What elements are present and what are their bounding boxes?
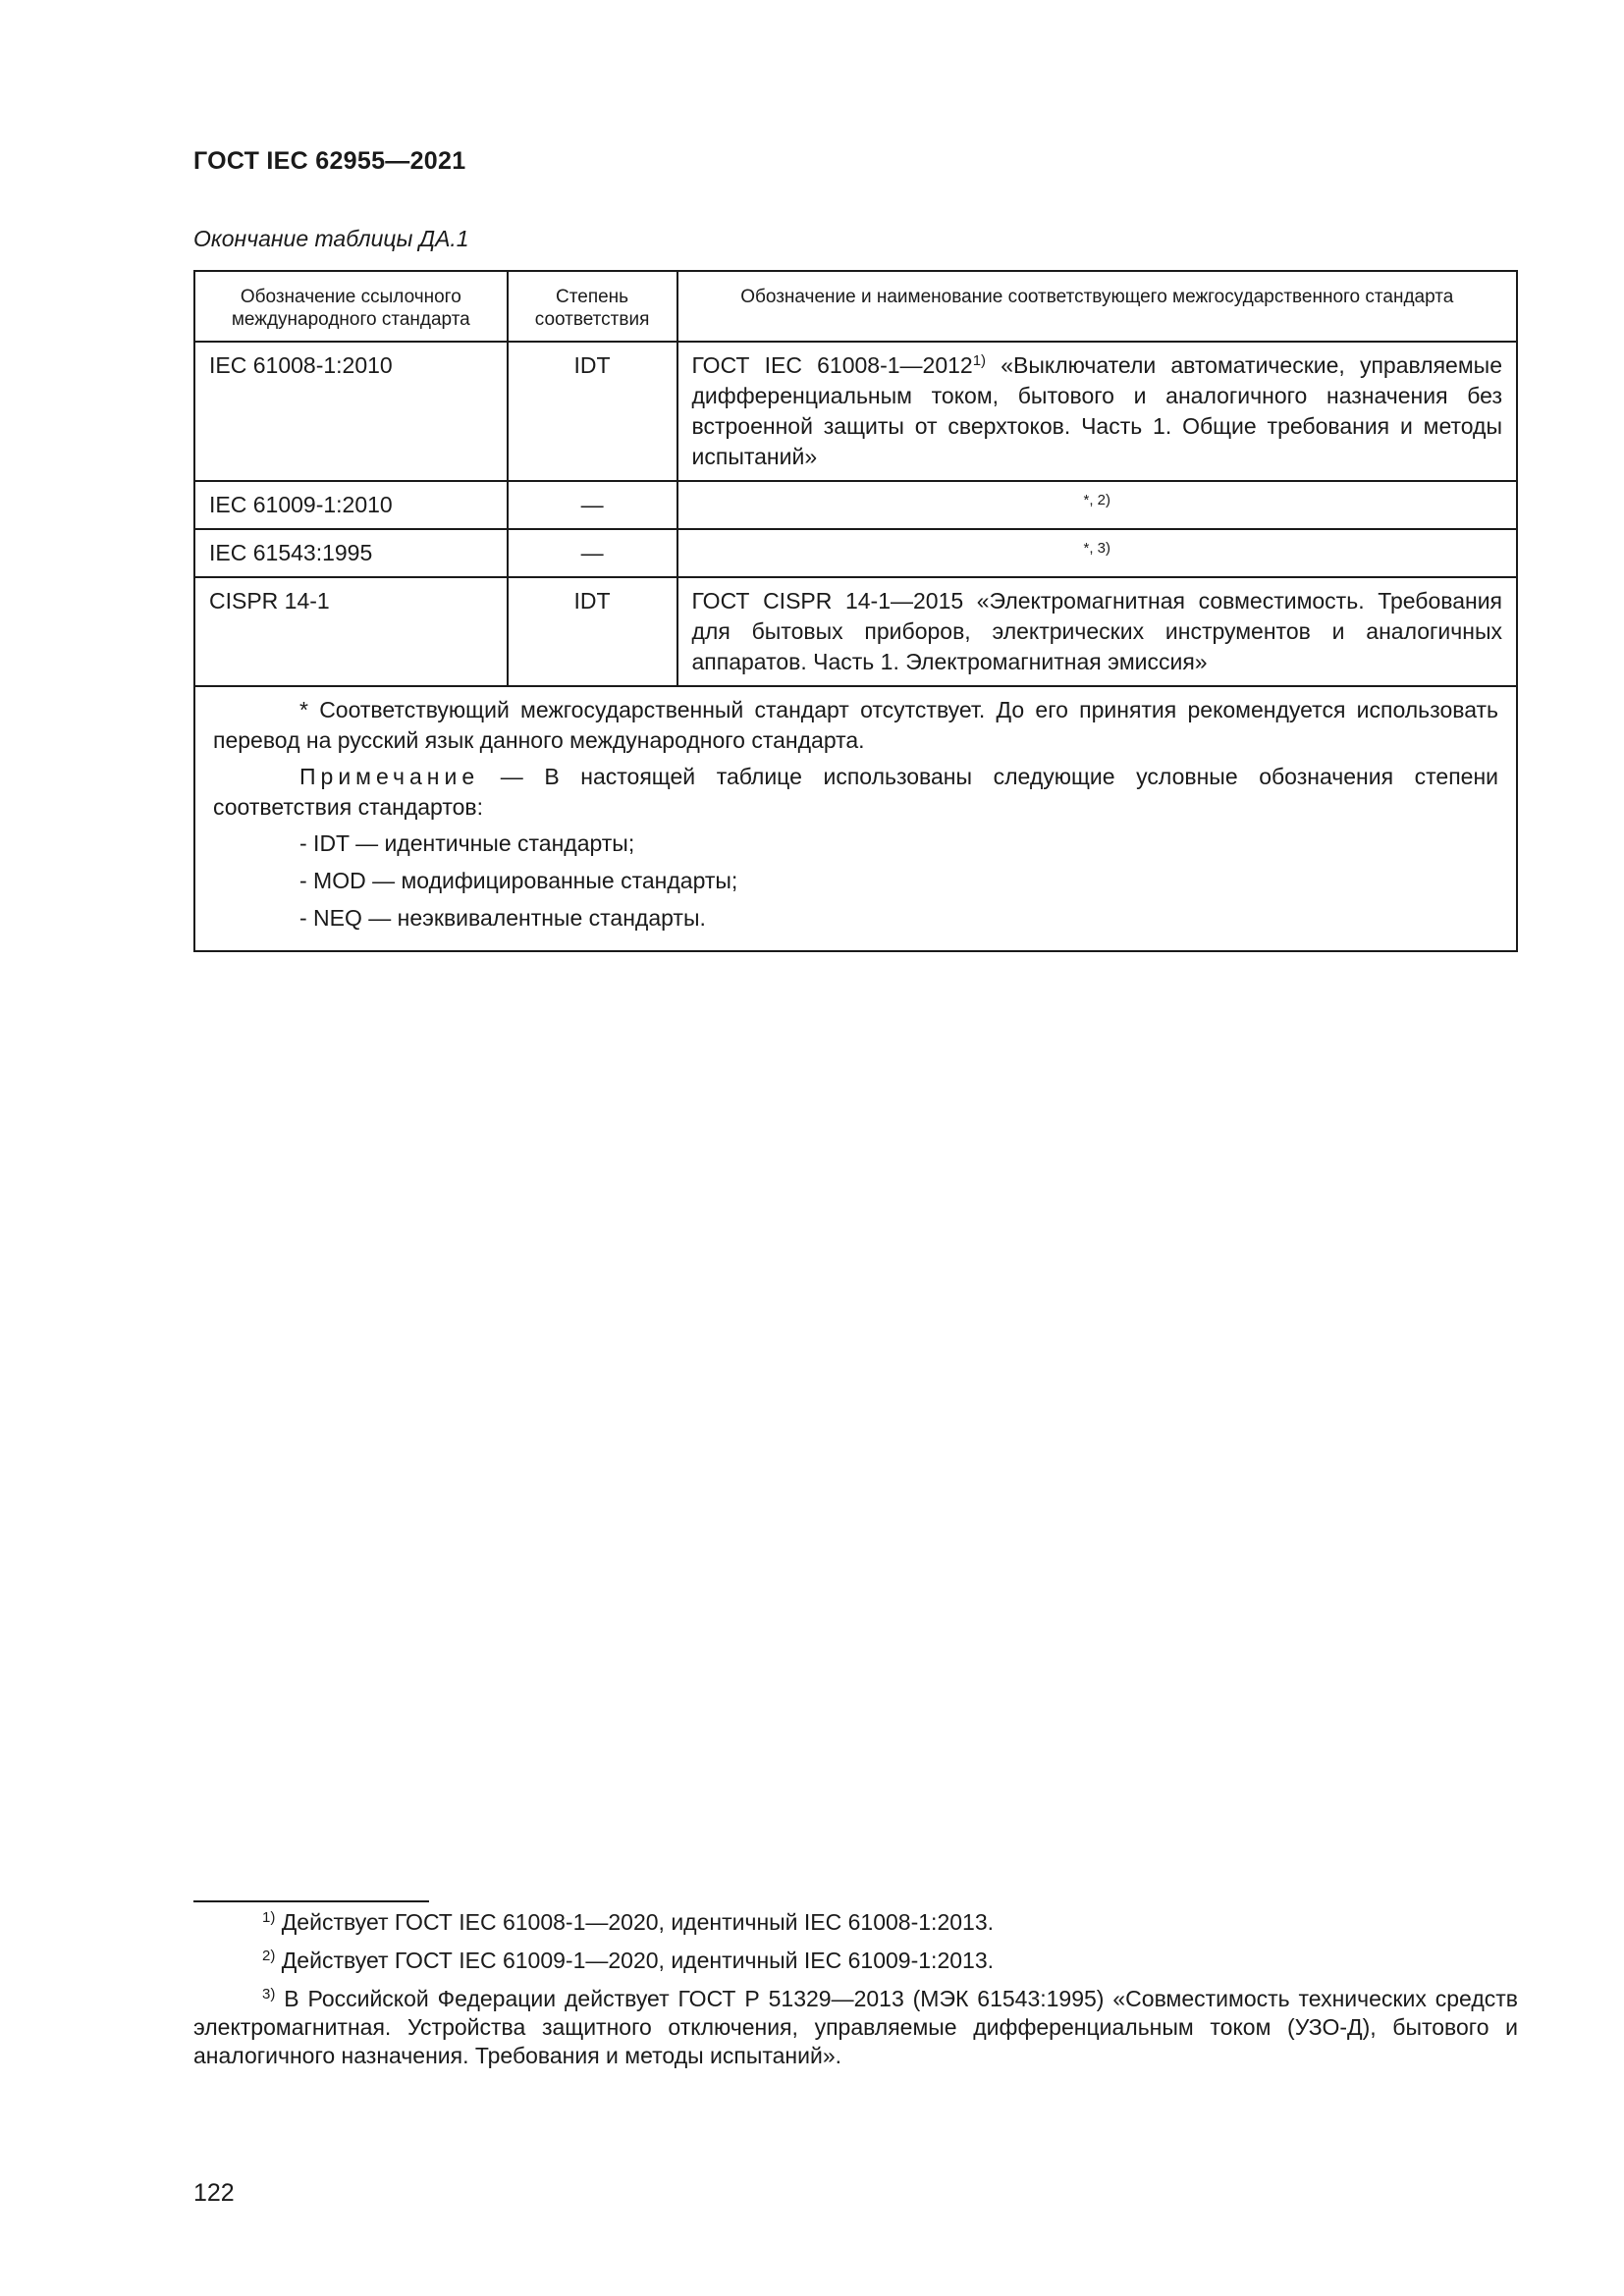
degree-cell: IDT (508, 342, 677, 481)
description-cell (677, 481, 1517, 529)
list-item: - NEQ — неэквивалентные стандарты. (299, 905, 706, 931)
asterisk-note: * Соответствующий межгосударственный стандарт отсутствует. До его принятия рекомендуется использовать перевод на русский язык данного международного стандарта. (213, 697, 1498, 753)
footnote-divider (193, 1900, 429, 1902)
column-header-degree: Степень соответствия (508, 271, 677, 342)
degree-cell: — (508, 481, 677, 529)
table-notes-row (194, 686, 1517, 951)
footnote-mark: 2) (262, 1948, 276, 1964)
footnote (193, 1908, 1518, 1937)
footnotes (193, 1908, 1518, 2080)
table-notes (194, 686, 1517, 951)
footnote-mark: 1) (972, 352, 987, 369)
note-paragraph (213, 762, 1498, 823)
page-number: 122 (193, 2179, 235, 2207)
reference-table (193, 270, 1518, 952)
footnote-text: В Российской Федерации действует ГОСТ Р 51329—2013 (МЭК 61543:1995) «Совместимость технических средств электромагнитная. Устройства защитного отключения, управляемые дифференциальным током (УЗО-Д), бытового и аналогичного назначения. Требования и методы испытаний». (193, 1986, 1518, 2068)
degree-cell: IDT (508, 577, 677, 686)
footnote-text: Действует ГОСТ IEC 61009-1—2020, идентичный IEC 61009-1:2013. (275, 1948, 994, 1973)
footnote-text: Действует ГОСТ IEC 61008-1—2020, идентичный IEC 61008-1:2013. (275, 1909, 994, 1935)
description-text: ГОСТ IEC 61008-1—2012 (691, 352, 973, 378)
description-cell: ГОСТ CISPR 14-1—2015 «Электромагнитная совместимость. Требования для бытовых приборов, электрических инструментов и аналогичных аппаратов. Часть 1. Электромагнитная эмиссия» (677, 577, 1517, 686)
document-code: ГОСТ IEC 62955—2021 (193, 147, 466, 175)
table-row (194, 529, 1517, 577)
reference-cell: IEC 61008-1:2010 (194, 342, 508, 481)
description-cell (677, 342, 1517, 481)
column-header-description: Обозначение и наименование соответствующего межгосударственного стандарта (677, 271, 1517, 342)
table-header-row (194, 271, 1517, 342)
table-row (194, 481, 1517, 529)
footnote-mark: 3) (262, 1986, 276, 2002)
reference-cell: IEC 61009-1:2010 (194, 481, 508, 529)
table-row (194, 577, 1517, 686)
footnote (193, 1985, 1518, 2070)
footnote-mark: *, 2) (1083, 492, 1111, 508)
list-item: - MOD — модифицированные стандарты; (299, 868, 738, 893)
degree-cell: — (508, 529, 677, 577)
description-cell (677, 529, 1517, 577)
reference-cell: IEC 61543:1995 (194, 529, 508, 577)
column-header-reference: Обозначение ссылочного международного стандарта (194, 271, 508, 342)
table-caption: Окончание таблицы ДА.1 (193, 226, 469, 251)
footnote-mark: *, 3) (1083, 540, 1111, 557)
table-row (194, 342, 1517, 481)
note-label: Примечание (299, 764, 480, 789)
reference-cell: CISPR 14-1 (194, 577, 508, 686)
list-item: - IDT — идентичные стандарты; (299, 830, 635, 856)
note-text: — В настоящей таблице использованы следующие условные обозначения степени соответствия стандартов: (213, 764, 1498, 820)
description-text: «Выключатели автоматические, управляемые дифференциальным током, бытового и аналогичного назначения без встроенной защиты от сверхтоков. Часть 1. Общие требования и методы испытаний» (691, 352, 1502, 469)
footnote-mark: 1) (262, 1909, 276, 1926)
footnote (193, 1947, 1518, 1975)
